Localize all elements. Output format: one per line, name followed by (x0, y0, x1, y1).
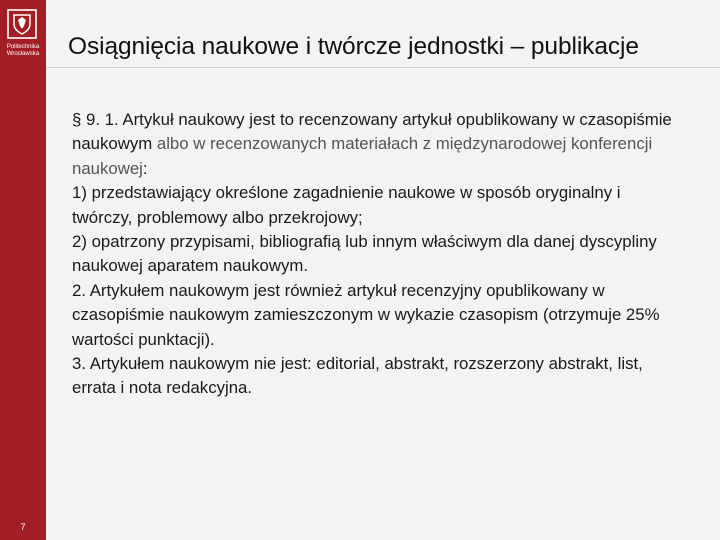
page-number: 7 (20, 522, 26, 532)
paragraph-review-article: 2. Artykułem naukowym jest również artykuł recenzyjny opublikowany w czasopiśmie naukowym zamieszczonym w wykazie czasopism (otrzymuje 25% wartości punktacji). (72, 280, 660, 349)
paragraph-article-definition-b: albo w recenzowanych materiałach z międzynarodowej konferencji naukowej (72, 134, 653, 178)
paragraph-article-definition (72, 108, 672, 181)
university-emblem-icon (7, 9, 37, 39)
logo-text-line1: Politechnika (6, 44, 40, 50)
sidebar (0, 0, 46, 540)
paragraph-article-definition-c: : (142, 158, 148, 178)
paragraph-exclusions: 3. Artykułem naukowym nie jest: editorial, abstrakt, rozszerzony abstrakt, list, errata i nota redakcyjna. (72, 354, 643, 398)
paragraph-point-2: 2) opatrzony przypisami, bibliografią lub innym właściwym dla danej dyscypliny naukowej aparatem naukowym. (72, 232, 657, 276)
body-text (72, 108, 672, 401)
paragraph-article-definition-a: § 9. 1. Artykuł naukowy jest to recenzowany artykuł opublikowany w czasopiśmie naukowym (72, 110, 672, 154)
logo-text-line2: Wrocławska (6, 51, 40, 57)
title-divider (46, 67, 720, 68)
logo-text (2, 44, 44, 58)
page-title: Osiągnięcia naukowe i twórcze jednostki – publikacje (68, 33, 639, 60)
paragraph-point-1: 1) przedstawiający określone zagadnienie naukowe w sposób oryginalny i twórczy, problemowy albo przekrojowy; (72, 183, 621, 227)
